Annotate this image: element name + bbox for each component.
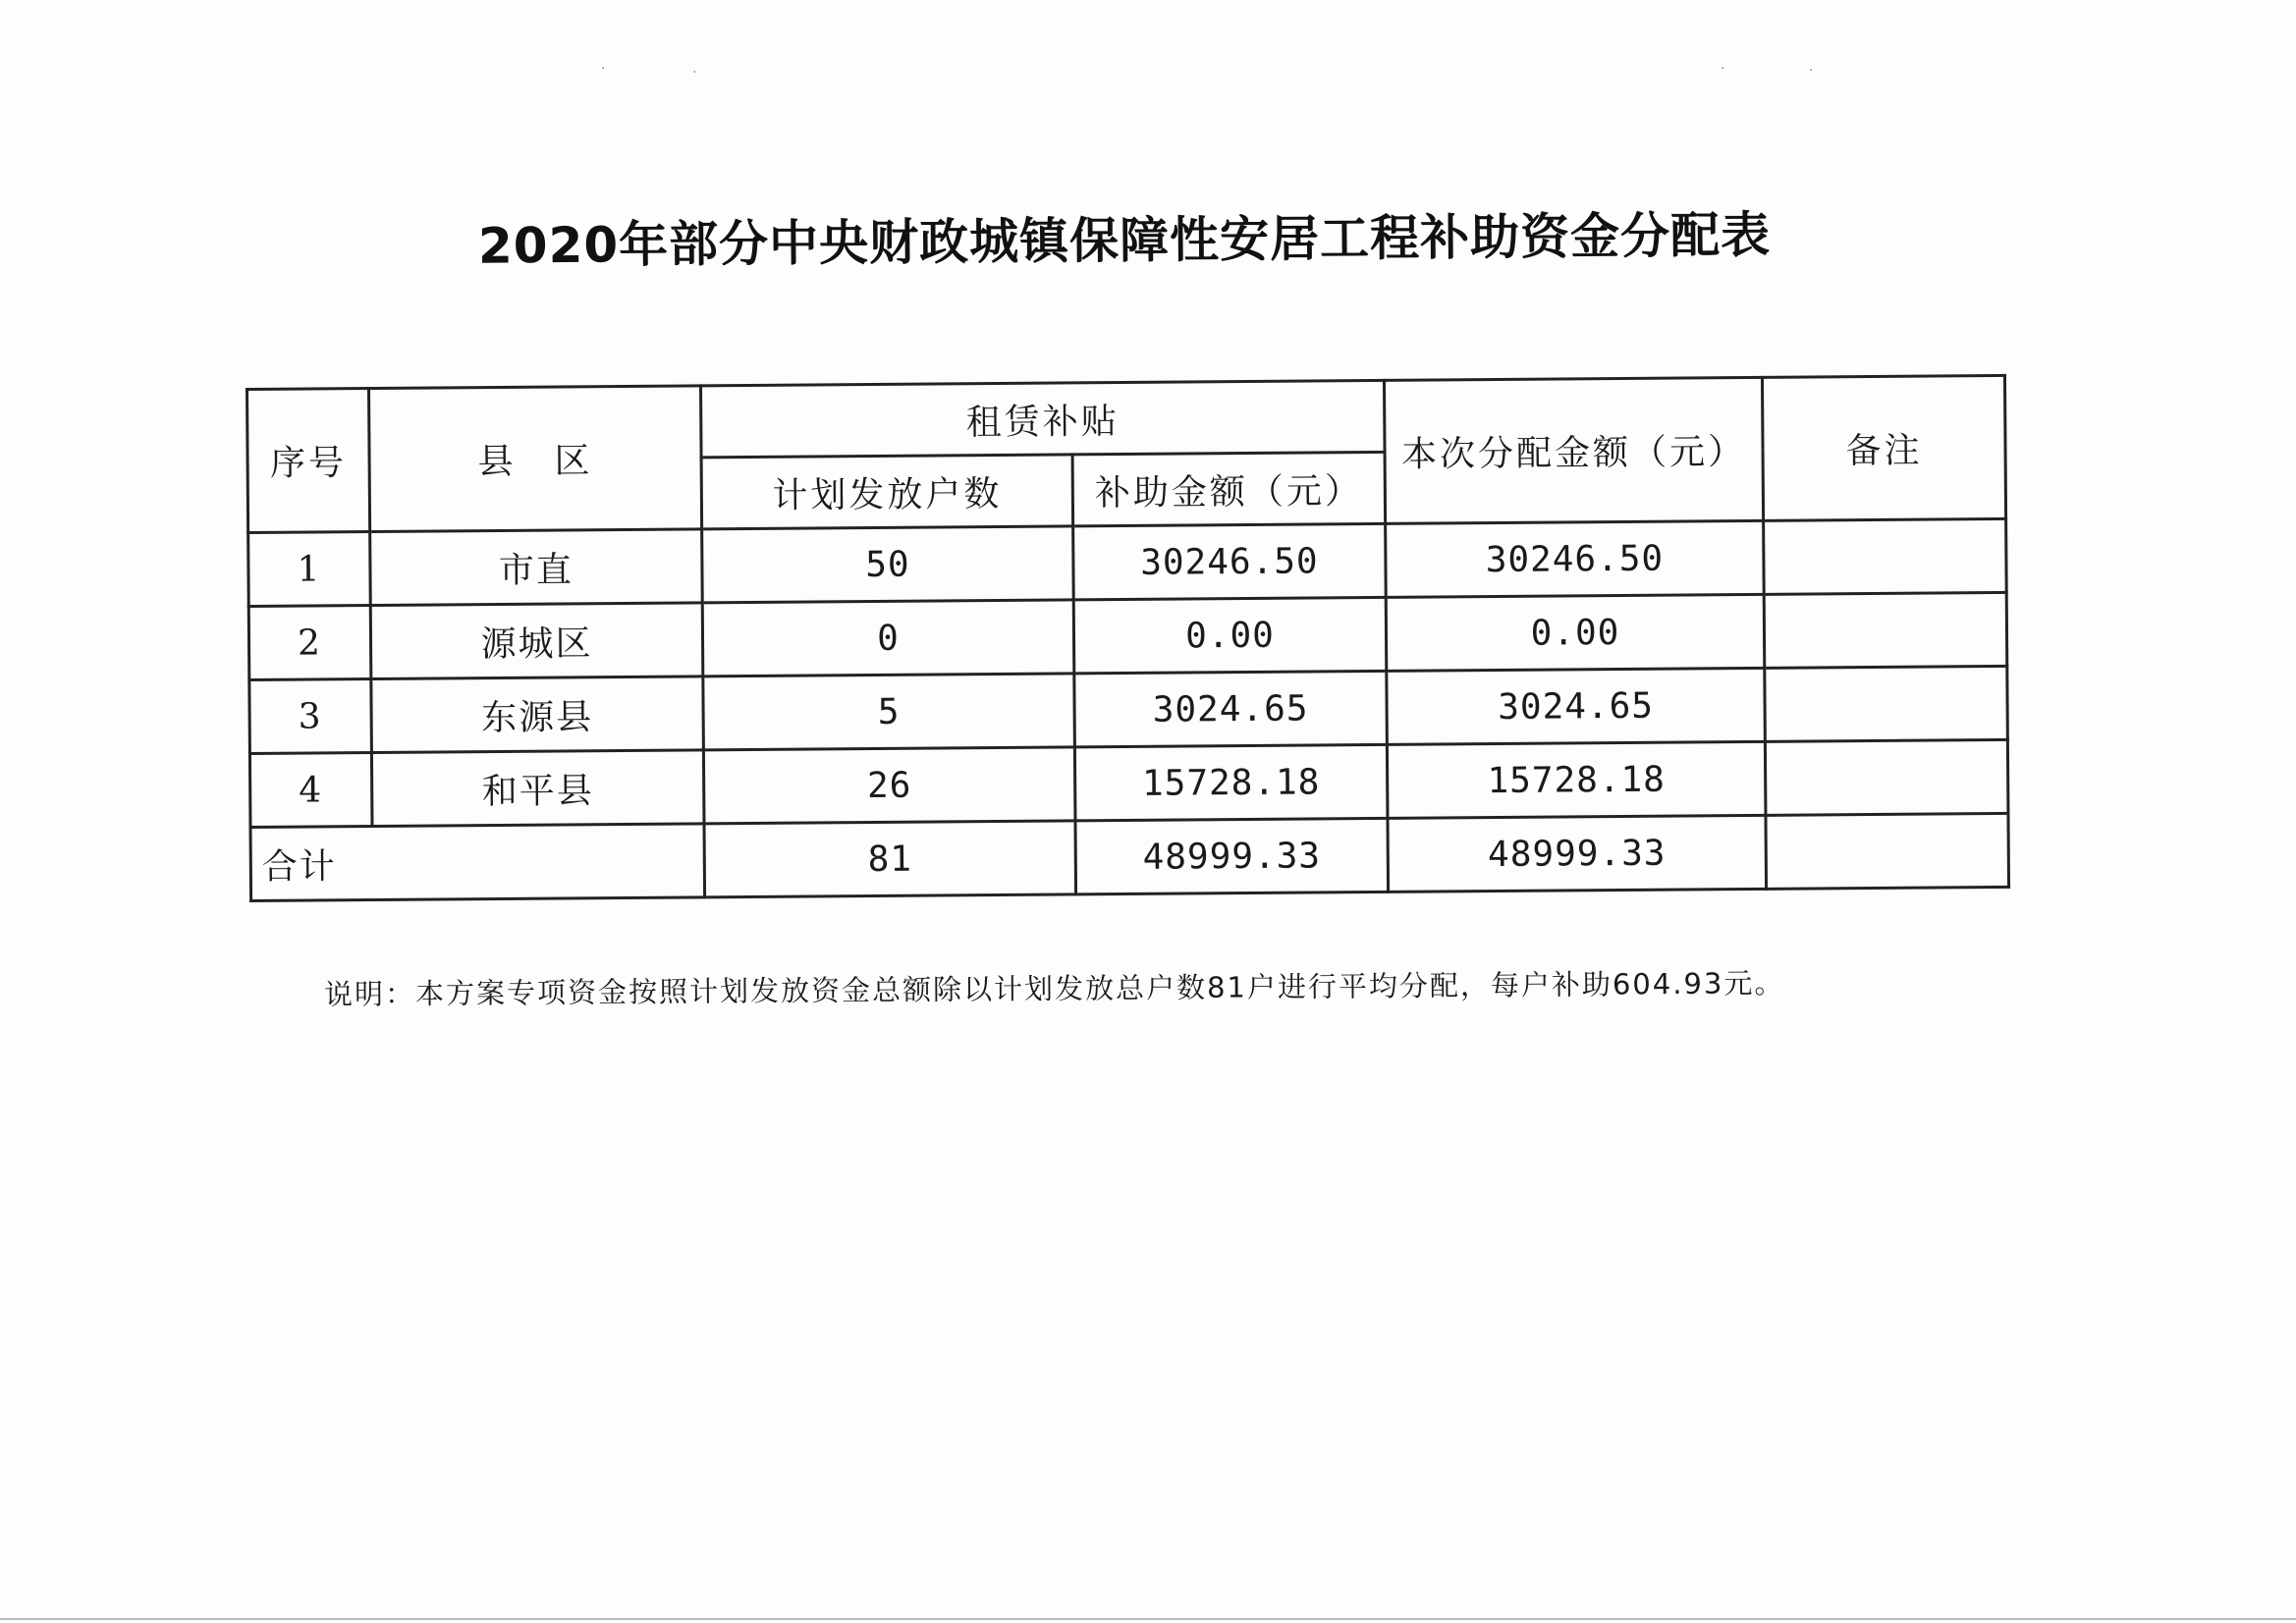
cell-households: 50 [702, 526, 1074, 603]
header-subsidy-amount: 补助金额（元） [1072, 452, 1386, 525]
header-remarks: 备注 [1762, 375, 2005, 520]
cell-subsidy: 0.00 [1073, 597, 1387, 673]
cell-county: 市直 [370, 529, 703, 606]
cell-county: 东源县 [371, 676, 704, 753]
header-rent-subsidy: 租赁补贴 [700, 380, 1385, 457]
header-allocation-amount: 本次分配金额（元） [1384, 377, 1763, 523]
cell-households: 26 [703, 747, 1075, 824]
document-title: 2020年部分中央财政城镇保障性安居工程补助资金分配表 [477, 206, 1772, 275]
cell-remark [1765, 739, 2008, 815]
scan-speck: · [1809, 63, 1814, 79]
header-planned-households: 计划发放户数 [701, 455, 1073, 529]
explanation-note: 说明：本方案专项资金按照计划发放资金总额除以计划发放总户数81户进行平均分配，每户补助604.93元。 [323, 966, 1785, 1011]
table-row [248, 592, 2007, 679]
cell-total-label: 合计 [250, 824, 705, 901]
cell-households: 0 [702, 600, 1074, 676]
header-county: 县 区 [369, 386, 702, 532]
cell-total-allocation: 48999.33 [1388, 815, 1767, 892]
table-total-row [250, 813, 2009, 900]
cell-subsidy: 15728.18 [1074, 744, 1388, 820]
cell-remark [1764, 592, 2007, 668]
cell-total-households: 81 [704, 821, 1076, 897]
cell-subsidy: 3024.65 [1074, 671, 1388, 746]
cell-households: 5 [703, 674, 1075, 750]
scan-edge [0, 1618, 2296, 1620]
cell-seq: 2 [248, 606, 371, 680]
allocation-table [246, 374, 2010, 902]
scan-speck: · [1721, 61, 1725, 77]
cell-county: 源城区 [370, 603, 703, 679]
cell-allocation: 15728.18 [1387, 741, 1766, 818]
header-seq: 序号 [247, 389, 370, 533]
cell-county: 和平县 [371, 750, 704, 827]
cell-seq: 3 [249, 679, 372, 754]
table-row [248, 518, 2007, 606]
cell-subsidy: 30246.50 [1073, 523, 1387, 599]
cell-allocation: 3024.65 [1387, 668, 1766, 744]
cell-total-remark [1766, 813, 2009, 889]
table-header-row [247, 375, 2006, 460]
cell-seq: 4 [249, 753, 372, 828]
scan-speck: · [692, 65, 697, 81]
cell-remark [1765, 666, 2008, 741]
allocation-table-container [246, 374, 2007, 902]
scan-speck: · [601, 61, 606, 77]
table-row [249, 739, 2008, 827]
cell-allocation: 30246.50 [1386, 520, 1765, 597]
cell-total-subsidy: 48999.33 [1075, 818, 1389, 893]
table-row [249, 666, 2008, 753]
cell-seq: 1 [248, 532, 371, 607]
cell-allocation: 0.00 [1386, 594, 1765, 671]
cell-remark [1764, 518, 2007, 594]
